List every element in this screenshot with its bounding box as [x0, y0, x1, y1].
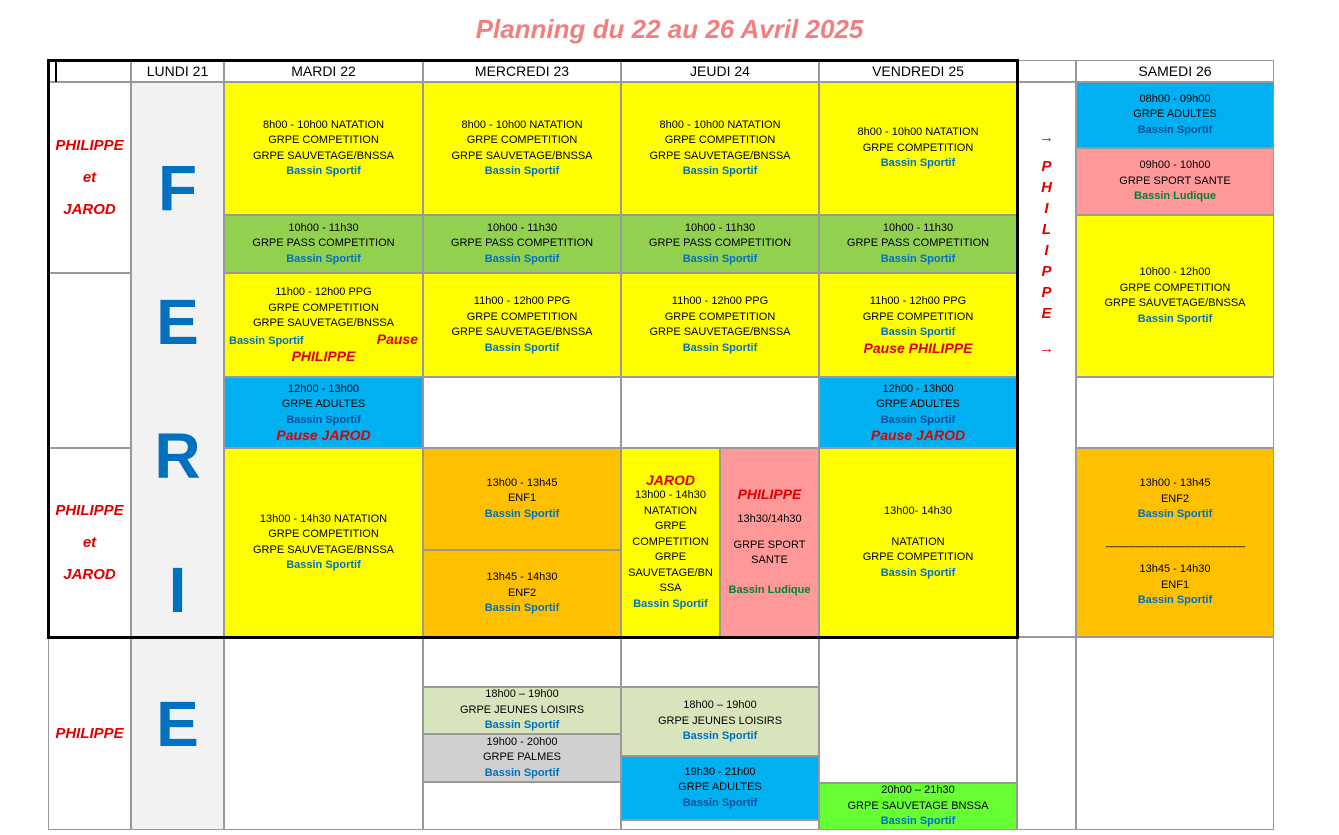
session-jeudi-jarod-natation: JAROD 13h00 - 14h30 NATATION GRPE COMPETITION GRPE SAUVETAGE/BN SSA Bassin Sportif [621, 448, 720, 637]
session-samedi-competition: 10h00 - 12h00 GRPE COMPETITION GRPE SAUVETAGE/BNSSA Bassin Sportif [1076, 215, 1274, 377]
empty-mercredi-night [423, 782, 621, 830]
session-mardi-natation: 8h00 - 10h00 NATATION GRPE COMPETITION GRPE SAUVETAGE/BNSSA Bassin Sportif [224, 82, 423, 215]
empty-vendredi-afternoon [819, 637, 1017, 783]
arrow-right-icon: → [1039, 340, 1054, 357]
session-mardi-ppg: 11h00 - 12h00 PPG GRPE COMPETITION GRPE SAUVETAGE/BNSSA Bassin Sportif Pause PHILIPPE [224, 273, 423, 377]
empty-jeudi-afternoon [621, 637, 819, 687]
session-samedi-adultes: 08h00 - 09h00 GRPE ADULTES Bassin Sportif [1076, 82, 1274, 148]
empty-mercredi-afternoon [423, 637, 621, 687]
header-day-jeudi: JEUDI 24 [621, 60, 819, 82]
header-day-mardi: MARDI 22 [224, 60, 423, 82]
header-day-vendredi: VENDREDI 25 [819, 60, 1017, 82]
empty-mercredi-midday [423, 377, 621, 448]
session-mercredi-enf1: 13h00 - 13h45 ENF1 Bassin Sportif [423, 448, 621, 550]
empty-samedi-midday [1076, 377, 1274, 448]
session-jeudi-philippe-sport-sante: PHILIPPE 13h30/14h30 GRPE SPORT SANTE Bassin Ludique [720, 448, 819, 637]
session-mardi-pass: 10h00 - 11h30 GRPE PASS COMPETITION Bassin Sportif [224, 215, 423, 273]
page-title: Planning du 22 au 26 Avril 2025 [475, 14, 864, 44]
empty-samedi-evening [1076, 637, 1274, 830]
header-day-samedi: SAMEDI 26 [1076, 60, 1274, 82]
session-vendredi-natation: 8h00 - 10h00 NATATION GRPE COMPETITION Bassin Sportif [819, 82, 1017, 215]
session-vendredi-pass: 10h00 - 11h30 GRPE PASS COMPETITION Bassin Sportif [819, 215, 1017, 273]
header-corner [48, 60, 131, 82]
header-day-mercredi: MERCREDI 23 [423, 60, 621, 82]
empty-mardi-evening [224, 637, 423, 830]
session-jeudi-jeunes-loisirs: 18h00 – 19h00 GRPE JEUNES LOISIRS Bassin Sportif [621, 687, 819, 756]
session-mercredi-enf2: 13h45 - 14h30 ENF2 Bassin Sportif [423, 550, 621, 637]
session-vendredi-natation-2: 13h00- 14h30 NATATION GRPE COMPETITION Bassin Sportif [819, 448, 1017, 637]
session-mardi-natation-2: 13h00 - 14h30 NATATION GRPE COMPETITION GRPE SAUVETAGE/BNSSA Bassin Sportif [224, 448, 423, 637]
session-mercredi-jeunes-loisirs: 18h00 – 19h00 GRPE JEUNES LOISIRS Bassin Sportif [423, 687, 621, 734]
header-day-lundi: LUNDI 21 [131, 60, 224, 82]
session-mercredi-natation: 8h00 - 10h00 NATATION GRPE COMPETITION GRPE SAUVETAGE/BNSSA Bassin Sportif [423, 82, 621, 215]
session-jeudi-natation: 8h00 - 10h00 NATATION GRPE COMPETITION GRPE SAUVETAGE/BNSSA Bassin Sportif [621, 82, 819, 215]
session-vendredi-sauvetage: 20h00 – 21h30 GRPE SAUVETAGE BNSSA Bassin Sportif [819, 783, 1017, 830]
session-mercredi-palmes: 19h00 - 20h00 GRPE PALMES Bassin Sportif [423, 734, 621, 782]
session-mercredi-pass: 10h00 - 11h30 GRPE PASS COMPETITION Bassin Sportif [423, 215, 621, 273]
staff-block-2: PHILIPPE et JAROD [48, 448, 131, 637]
staff-block-empty [48, 273, 131, 448]
session-jeudi-pass: 10h00 - 11h30 GRPE PASS COMPETITION Bassin Sportif [621, 215, 819, 273]
ferie-column [131, 82, 224, 830]
session-samedi-sport-sante: 09h00 - 10h00 GRPE SPORT SANTE Bassin Ludique [1076, 148, 1274, 215]
corner-mark [55, 60, 57, 82]
ferie-letter: R [154, 420, 201, 492]
session-mercredi-ppg: 11h00 - 12h00 PPG GRPE COMPETITION GRPE SAUVETAGE/BNSSA Bassin Sportif [423, 273, 621, 377]
header-gap [1017, 60, 1076, 82]
staff-block-1: PHILIPPE et JAROD [48, 82, 131, 273]
empty-jeudi-night [621, 820, 819, 830]
ferie-letter: F [157, 152, 198, 224]
session-mardi-adultes: 12h00 - 13h00 GRPE ADULTES Bassin Sportif Pause JAROD [224, 377, 423, 448]
session-jeudi-ppg: 11h00 - 12h00 PPG GRPE COMPETITION GRPE SAUVETAGE/BNSSA Bassin Sportif [621, 273, 819, 377]
session-jeudi-adultes: 19h30 - 21h00 GRPE ADULTES Bassin Sportif [621, 756, 819, 820]
ferie-letter: I [168, 554, 187, 626]
session-samedi-enf: 13h00 - 13h45 ENF2 Bassin Sportif ___________________________ 13h45 - 14h30 ENF1 Bassin Sportif [1076, 448, 1274, 637]
empty-jeudi-midday [621, 377, 819, 448]
staff-block-3: PHILIPPE [48, 637, 131, 830]
gap-column-bottom [1017, 637, 1076, 830]
ferie-letter: E [156, 286, 199, 358]
session-vendredi-ppg: 11h00 - 12h00 PPG GRPE COMPETITION Bassin Sportif Pause PHILIPPE [819, 273, 1017, 377]
ferie-letter: E [156, 688, 199, 760]
gap-column-top: → P H I L I P P E → [1017, 82, 1076, 637]
arrow-right-icon: → [1039, 129, 1054, 146]
session-vendredi-adultes: 12h00 - 13h00 GRPE ADULTES Bassin Sportif Pause JAROD [819, 377, 1017, 448]
